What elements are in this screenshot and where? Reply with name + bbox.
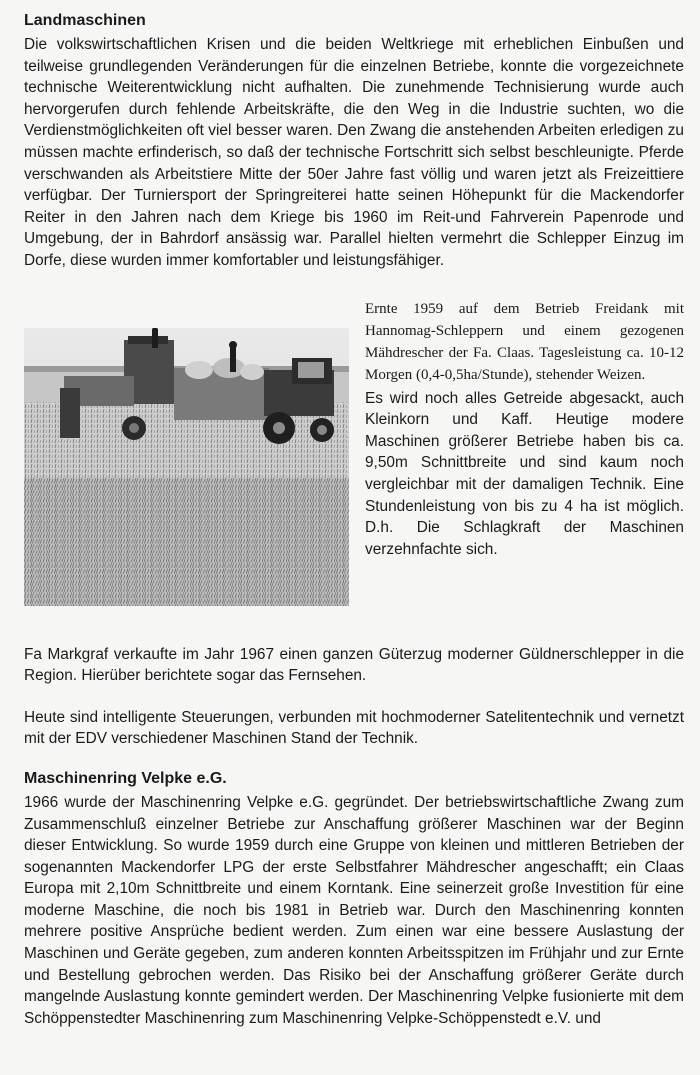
maschinenring-paragraph: 1966 wurde der Maschinenring Velpke e.G. gegründet. Der betriebswirtschaftliche Zwang zum Zusammenschluß einzelner Betriebe zur Anschaffung größerer Maschinen war der Beginn dieser Entwicklung. So wurde 1959 durch eine Gruppe von kleinen und mittleren Betrieben der sogenannten Mackendorfer LPG der erste Selbstfahrer Mähdrescher angeschafft; ein Claas Europa mit 2,10m Schnittbreite und einem Korntank. Eine seinerzeit große Investition für eine moderne Maschine, die noch bis 1981 in Betrieb war. Durch den Maschinenring konnten mehrere positive Ansprüche bedient werden. Zum einen war eine bessere Auslastung der Maschinen und Geräte gegeben, zum anderen konnten Arbeitsspitzen im Frühjahr und zur Ernte und Bestellung gebrochen werden. Das Risiko bei der Anschaffung größerer Geräte durch mangelnde Auslastung konnte gemindert werden. Der Maschinenring Velpke fusionierte mit dem Schöppenstedter Maschinenring zum Maschinenring Velpke-Schöppenstedt e.V. und bbox=[24, 793, 684, 1027]
section-heading-landmaschinen: Landmaschinen bbox=[24, 12, 146, 29]
document-page bbox=[24, 10, 684, 1029]
photo-side-text bbox=[365, 298, 684, 561]
section-heading-maschinenring: Maschinenring Velpke e.G. bbox=[24, 769, 227, 787]
photo-with-text-block bbox=[24, 298, 684, 634]
harvest-photo bbox=[24, 328, 349, 606]
intro-paragraph: Die volkswirtschaftlichen Krisen und die beiden Weltkriege mit erheblichen Einbußen und teilweise grundlegenden Veränderungen für die einzelnen Betriebe, konnte die vorgezeichnete technische Weiterentwicklung nicht aufhalten. Die zunehmende Technisierung wurde auch hervorgerufen durch fehlende Arbeitskräfte, die den Weg in die Industrie suchten, wo die Verdienstmöglichkeiten oft viel besser waren. Den Zwang die anstehenden Arbeiten erledigen zu müssen machte erfinderisch, so daß der technische Fortschritt sich selbst beschleunigte. Pferde verschwanden als Arbeitstiere Mitte der 50er Jahre fast völlig und waren jetzt als Freizeittiere verfügbar. Der Turniersport der Springreiterei hatte seinen Höhepunkt für die Mackendorfer Reiter in den Jahren nach dem Kriege bis 1960 im Reit-und Fahrverein Papenrode und Umgebung, der in Bahrdorf ansässig war. Parallel hielten vermehrt die Schlepper Einzug im Dorfe, diese wurden immer komfortabler und leistungsfähiger. bbox=[24, 36, 684, 269]
markgraf-paragraph: Fa Markgraf verkaufte im Jahr 1967 einen ganzen Güterzug moderner Güldnerschlepper in die Region. Hierüber berichtete sogar das Fernsehen. bbox=[24, 645, 684, 685]
section-maschinenring bbox=[24, 768, 684, 1030]
paragraph-spacer bbox=[24, 687, 684, 707]
harvest-photo-image bbox=[24, 328, 349, 606]
photo-caption: Ernte 1959 auf dem Betrieb Freidank mit Hannomag-Schleppern und einem gezogenen Mähdrescher der Fa. Claas. Tagesleistung ca. 10-12 Morgen (0,4-0,5ha/Stunde), stehender Weizen. bbox=[365, 300, 684, 383]
harvest-paragraph: Es wird noch alles Getreide abgesackt, auch Kleinkorn und Kaff. Heutige modere Maschinen größerer Betriebe haben bis ca. 9,50m Schnittbreite und sind kaum noch vergleichbar mit der damaligen Technik. Eine Stundenleistung von bis zu 4 ha ist möglich. D.h. Die Schlagkraft der Maschinen verzehnfachte sich. bbox=[365, 389, 684, 558]
modern-technology-paragraph: Heute sind intelligente Steuerungen, verbunden mit hochmoderner Satelitentechnik und vernetzt mit der EDV verschiedener Maschinen Stand der Technik. bbox=[24, 708, 684, 748]
